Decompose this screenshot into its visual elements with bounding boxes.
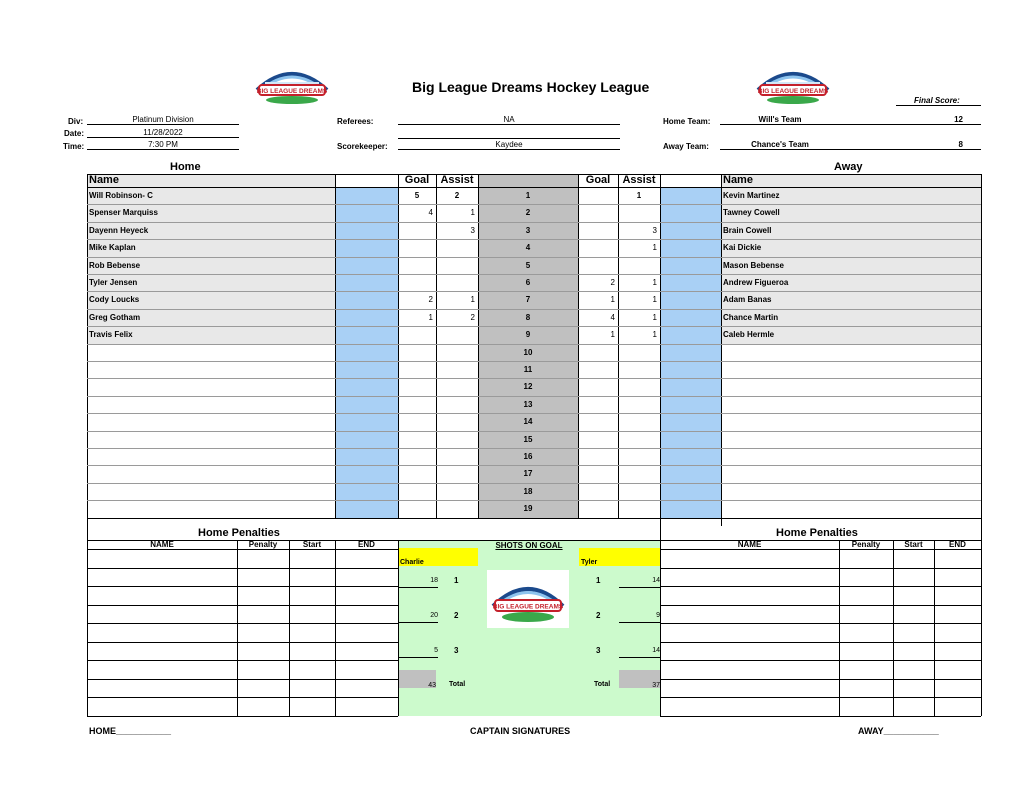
away-blue-cell <box>660 483 721 500</box>
away-blue-cell <box>660 257 721 274</box>
svg-text:BIG LEAGUE DREAMS: BIG LEAGUE DREAMS <box>256 88 328 95</box>
grid-hline <box>87 396 981 397</box>
pen-row-line <box>87 586 398 587</box>
away-player-name: Mason Bebense <box>723 260 784 270</box>
left-period-label: 1 <box>454 576 459 585</box>
right-penalty-header-name: NAME <box>737 540 762 549</box>
away-goals <box>578 222 618 239</box>
home-blue-cell <box>335 187 398 204</box>
home-blue-cell <box>335 239 398 256</box>
away-blue-cell <box>660 344 721 361</box>
row-number: 13 <box>523 399 533 409</box>
home-assists <box>436 500 478 517</box>
pen-row-line <box>660 679 981 680</box>
grid-hline <box>87 378 981 379</box>
home-goals <box>398 239 436 256</box>
pen-row-line <box>87 605 398 606</box>
time-label: Time: <box>63 142 85 151</box>
away-player-name: Chance Martin <box>723 312 779 322</box>
away-goals: 2 <box>610 278 615 287</box>
left-period-label: 2 <box>454 611 459 620</box>
right-total-shots: 37 <box>652 682 660 689</box>
home-player-name <box>87 361 335 378</box>
left-shots-line <box>398 622 438 623</box>
away-blue-cell <box>660 378 721 395</box>
pen-col-line <box>934 540 935 716</box>
home-blue-cell <box>335 378 398 395</box>
left-shots-line <box>398 657 438 658</box>
home-assists <box>436 378 478 395</box>
pen-row-line <box>87 697 398 698</box>
away-player-name <box>721 465 981 482</box>
away-goals <box>578 413 618 430</box>
home-score: 12 <box>954 115 963 124</box>
away-assists <box>618 500 660 517</box>
home-assists: 3 <box>470 225 475 235</box>
home-assists <box>436 396 478 413</box>
away-assists: 1 <box>652 312 657 322</box>
row-number: 3 <box>525 225 531 235</box>
away-goals <box>578 396 618 413</box>
away-goals <box>578 500 618 517</box>
row-number: 1 <box>525 191 531 200</box>
away-goals <box>578 431 618 448</box>
grid-hline <box>87 187 981 188</box>
left-period-shots: 20 <box>430 612 438 619</box>
away-assists <box>618 378 660 395</box>
pen-col-line <box>398 540 399 716</box>
right-penalties-title: Home Penalties <box>776 527 858 539</box>
grid-hline <box>87 500 981 501</box>
away-blue-cell <box>660 431 721 448</box>
grid-hline <box>87 431 981 432</box>
home-goals <box>398 396 436 413</box>
pen-col-line <box>839 540 840 716</box>
row-number: 11 <box>523 365 533 374</box>
row-number: 15 <box>523 434 533 444</box>
home-name-header: Name <box>89 174 119 186</box>
pen-col-line <box>237 540 238 716</box>
date-label: Date: <box>64 129 85 138</box>
away-goals <box>578 187 618 204</box>
home-player-name: Mike Kaplan <box>89 243 136 253</box>
home-player-name: Will Robinson- C <box>89 191 153 200</box>
home-player-name <box>87 344 335 361</box>
away-goals <box>578 344 618 361</box>
right-shots-line <box>619 657 660 658</box>
svg-text:BIG LEAGUE DREAMS: BIG LEAGUE DREAMS <box>757 88 829 95</box>
away-player-name: Kevin Martinez <box>723 191 780 200</box>
home-goals <box>398 257 436 274</box>
away-goals <box>578 465 618 482</box>
home-assists <box>436 431 478 448</box>
row-number: 6 <box>525 278 531 287</box>
pen-row-line <box>660 586 981 587</box>
pen-row-line <box>87 660 398 661</box>
home-player-name: Cody Loucks <box>89 295 140 305</box>
number-header-bg <box>478 174 578 187</box>
away-assists <box>618 431 660 448</box>
away-player-name: Andrew Figueroa <box>723 278 789 287</box>
row-number: 2 <box>525 208 531 218</box>
referees-line-2 <box>398 138 620 139</box>
grid-hline <box>87 483 981 484</box>
away-assists: 1 <box>652 278 657 287</box>
right-period-shots: 14 <box>652 577 660 584</box>
home-player-name <box>87 465 335 482</box>
left-period-shots: 5 <box>434 647 438 654</box>
right-period-label: 3 <box>596 646 601 655</box>
away-section-title: Away <box>834 161 863 173</box>
home-player-name <box>87 500 335 517</box>
grid-vline <box>981 174 982 518</box>
row-number: 9 <box>525 330 531 340</box>
row-number: 14 <box>523 417 533 427</box>
pen-row-line <box>87 568 398 569</box>
row-number: 10 <box>523 347 533 357</box>
home-assists <box>436 326 478 343</box>
row-number: 4 <box>525 243 531 253</box>
away-assists <box>618 204 660 221</box>
right-penalty-header-end: END <box>949 540 966 549</box>
grid-hline <box>87 465 981 466</box>
home-goals <box>398 344 436 361</box>
away-goals: 1 <box>610 295 615 305</box>
final-score-line <box>896 105 981 106</box>
left-period-label: 3 <box>454 646 459 655</box>
left-penalty-header-name: NAME <box>150 540 174 549</box>
home-team-value: Will's Team <box>720 115 840 125</box>
grid-hline <box>87 239 981 240</box>
away-score-wrap <box>840 140 981 150</box>
div-label: Div: <box>68 117 84 126</box>
home-assists <box>436 257 478 274</box>
grid-hline <box>87 274 981 275</box>
right-penalty-header-penalty: Penalty <box>851 540 881 549</box>
away-assists: 1 <box>652 330 657 340</box>
home-blue-cell <box>335 309 398 326</box>
home-goals <box>398 465 436 482</box>
away-player-name <box>721 361 981 378</box>
pen-row-line <box>660 568 981 569</box>
away-goals: 1 <box>610 330 615 340</box>
home-goals: 4 <box>428 208 433 218</box>
away-player-name <box>721 483 981 500</box>
pen-col-line <box>335 540 336 716</box>
home-blue-cell <box>335 326 398 343</box>
away-goal-header: Goal <box>585 174 611 186</box>
pen-col-line <box>981 540 982 716</box>
home-assists <box>436 483 478 500</box>
home-blue-cell <box>335 483 398 500</box>
home-assists <box>436 361 478 378</box>
scorekeeper-label: Scorekeeper: <box>337 142 388 151</box>
home-assists <box>436 413 478 430</box>
time-value: 7:30 PM <box>87 140 239 150</box>
home-goals <box>398 361 436 378</box>
home-goals <box>398 326 436 343</box>
grid-hline <box>87 257 981 258</box>
pen-row-line <box>87 716 398 717</box>
home-assists: 2 <box>470 312 475 322</box>
away-blue-cell <box>660 309 721 326</box>
referees-label: Referees: <box>337 117 374 126</box>
home-blue-cell <box>335 465 398 482</box>
left-total-shots: 43 <box>428 682 436 689</box>
grid-hline <box>87 361 981 362</box>
pen-col-line <box>87 540 88 716</box>
away-blue-cell <box>660 465 721 482</box>
away-goals <box>578 204 618 221</box>
away-blue-cell <box>660 500 721 517</box>
away-blue-cell <box>660 291 721 308</box>
away-assist-header: Assist <box>622 174 656 186</box>
row-number: 19 <box>523 504 533 514</box>
away-blue-cell <box>660 204 721 221</box>
away-goals <box>578 378 618 395</box>
home-assists: 2 <box>454 191 460 200</box>
away-assists: 3 <box>652 225 657 235</box>
away-blue-cell <box>660 413 721 430</box>
home-player-name <box>87 483 335 500</box>
home-assists <box>436 465 478 482</box>
home-assist-header: Assist <box>440 174 474 186</box>
right-shots-line <box>619 622 660 623</box>
home-goals <box>398 222 436 239</box>
final-score-label: Final Score: <box>914 96 960 105</box>
right-goalie-name: Tyler <box>581 559 598 566</box>
away-assists <box>618 257 660 274</box>
home-player-name <box>87 431 335 448</box>
away-player-name <box>721 344 981 361</box>
away-player-name <box>721 378 981 395</box>
row-number: 12 <box>523 382 533 392</box>
left-penalty-header-penalty: Penalty <box>248 540 278 549</box>
away-blue-cell <box>660 274 721 291</box>
away-blue-cell <box>660 187 721 204</box>
pen-row-line <box>87 642 398 643</box>
away-player-name <box>721 448 981 465</box>
home-player-name <box>87 396 335 413</box>
away-assists <box>618 465 660 482</box>
away-player-name: Kai Dickie <box>723 243 762 253</box>
left-period-shots: 18 <box>430 577 438 584</box>
home-goals <box>398 448 436 465</box>
home-goals <box>398 483 436 500</box>
away-assists <box>618 361 660 378</box>
away-goals <box>578 239 618 256</box>
scorekeeper-value: Kaydee <box>398 140 620 150</box>
right-period-label: 1 <box>596 576 601 585</box>
row-number: 18 <box>523 486 533 496</box>
home-blue-cell <box>335 413 398 430</box>
row-number: 8 <box>525 312 531 322</box>
home-blue-cell <box>335 396 398 413</box>
away-assists: 1 <box>652 295 657 305</box>
div-value: Platinum Division <box>87 115 239 125</box>
pen-row-line <box>660 697 981 698</box>
away-player-name: Brain Cowell <box>723 225 772 235</box>
away-score: 8 <box>958 140 963 149</box>
shots-logo <box>487 570 569 628</box>
right-period-label: 2 <box>596 611 601 620</box>
away-goals <box>578 483 618 500</box>
right-period-shots: 14 <box>652 647 660 654</box>
frame-divider <box>660 518 661 540</box>
home-assists <box>436 448 478 465</box>
left-total-label: Total <box>449 681 466 688</box>
away-blue-cell <box>660 239 721 256</box>
away-blue-cell <box>660 396 721 413</box>
home-goals <box>398 500 436 517</box>
home-assists <box>436 344 478 361</box>
home-player-name <box>87 448 335 465</box>
home-blue-cell <box>335 448 398 465</box>
away-assists: 1 <box>652 243 657 253</box>
away-player-name: Caleb Hermle <box>723 330 775 340</box>
away-blue-cell <box>660 326 721 343</box>
pen-col-line <box>893 540 894 716</box>
away-assists <box>618 413 660 430</box>
home-player-name <box>87 413 335 430</box>
away-player-name <box>721 413 981 430</box>
grid-hline <box>87 413 981 414</box>
home-blue-cell <box>335 431 398 448</box>
away-goals <box>578 361 618 378</box>
left-penalty-header-start: Start <box>302 540 322 549</box>
row-number: 17 <box>523 469 533 479</box>
pen-row-line <box>87 623 398 624</box>
away-team-value: Chance's Team <box>720 140 840 150</box>
home-blue-cell <box>335 274 398 291</box>
home-goals <box>398 378 436 395</box>
home-blue-cell <box>335 291 398 308</box>
home-player-name: Rob Bebense <box>89 260 141 270</box>
roster-table <box>87 174 981 518</box>
away-player-name: Adam Banas <box>723 295 772 305</box>
pen-row-line <box>660 660 981 661</box>
grid-hline <box>87 222 981 223</box>
svg-text:BIG LEAGUE DREAMS: BIG LEAGUE DREAMS <box>492 603 564 611</box>
away-team-label: Away Team: <box>663 142 709 151</box>
grid-hline <box>87 326 981 327</box>
away-player-name <box>721 500 981 517</box>
home-team-label: Home Team: <box>663 117 711 126</box>
home-score-wrap <box>840 115 981 125</box>
grid-hline <box>87 309 981 310</box>
away-blue-cell <box>660 448 721 465</box>
away-blue-cell <box>660 361 721 378</box>
away-signature[interactable]: AWAY___________ <box>858 726 939 736</box>
home-blue-cell <box>335 222 398 239</box>
home-player-name: Tyler Jensen <box>89 278 138 287</box>
league-logo-left <box>251 60 333 106</box>
away-name-header: Name <box>723 174 753 186</box>
pen-row-line <box>660 623 981 624</box>
away-assists <box>618 448 660 465</box>
home-player-name: Dayenn Heyeck <box>89 225 149 235</box>
left-penalty-header-end: END <box>358 540 375 549</box>
away-assists <box>618 483 660 500</box>
home-penalties-title: Home Penalties <box>198 527 280 539</box>
right-period-shots: 9 <box>656 612 660 619</box>
right-penalty-header-start: Start <box>904 540 923 549</box>
home-goal-header: Goal <box>404 174 430 186</box>
away-player-name <box>721 396 981 413</box>
row-number: 7 <box>525 295 531 305</box>
referees-value: NA <box>398 115 620 125</box>
home-assists: 1 <box>470 295 475 305</box>
home-player-name <box>87 378 335 395</box>
home-section-title: Home <box>170 161 201 173</box>
pen-col-line <box>289 540 290 716</box>
right-total-label: Total <box>594 681 611 688</box>
right-shots-line <box>619 587 660 588</box>
row-number: 5 <box>525 260 531 270</box>
away-goals: 4 <box>610 312 615 322</box>
frame-tick <box>721 518 722 526</box>
grid-hline <box>87 448 981 449</box>
grid-hline <box>87 291 981 292</box>
home-goals: 2 <box>428 295 433 305</box>
home-blue-cell <box>335 204 398 221</box>
home-assists: 1 <box>470 208 475 218</box>
captain-signatures-label: CAPTAIN SIGNATURES <box>470 726 571 736</box>
home-player-name: Travis Felix <box>89 330 133 340</box>
away-goals <box>578 448 618 465</box>
away-blue-cell <box>660 222 721 239</box>
left-shots-line <box>398 587 438 588</box>
pen-row-line <box>660 605 981 606</box>
home-blue-cell <box>335 344 398 361</box>
grid-hline <box>87 518 981 519</box>
home-blue-cell <box>335 361 398 378</box>
home-assists <box>436 239 478 256</box>
pen-col-line <box>660 540 661 716</box>
home-blue-cell <box>335 257 398 274</box>
home-goals: 5 <box>414 191 420 200</box>
home-assists <box>436 274 478 291</box>
away-goals <box>578 257 618 274</box>
away-player-name <box>721 431 981 448</box>
away-player-name: Tawney Cowell <box>723 208 780 218</box>
grid-hline <box>87 174 981 175</box>
home-goals <box>398 431 436 448</box>
home-goals <box>398 274 436 291</box>
left-goalie-name: Charlie <box>400 559 424 566</box>
home-signature[interactable]: HOME___________ <box>89 726 172 736</box>
league-logo-right <box>752 60 834 106</box>
home-goals: 1 <box>428 312 433 322</box>
date-value: 11/28/2022 <box>87 128 239 138</box>
away-assists: 1 <box>636 191 642 200</box>
home-goals <box>398 413 436 430</box>
away-assists <box>618 344 660 361</box>
shots-on-goal-title: SHOTS ON GOAL <box>495 541 563 550</box>
pen-row-line <box>660 642 981 643</box>
home-player-name: Greg Gotham <box>89 312 141 322</box>
row-number: 16 <box>523 452 533 461</box>
page-title: Big League Dreams Hockey League <box>412 79 650 95</box>
grid-hline <box>87 204 981 205</box>
pen-row-line <box>87 679 398 680</box>
home-blue-cell <box>335 500 398 517</box>
pen-row-line <box>660 716 981 717</box>
grid-hline <box>87 344 981 345</box>
home-player-name: Spenser Marquiss <box>89 208 158 218</box>
away-assists <box>618 396 660 413</box>
